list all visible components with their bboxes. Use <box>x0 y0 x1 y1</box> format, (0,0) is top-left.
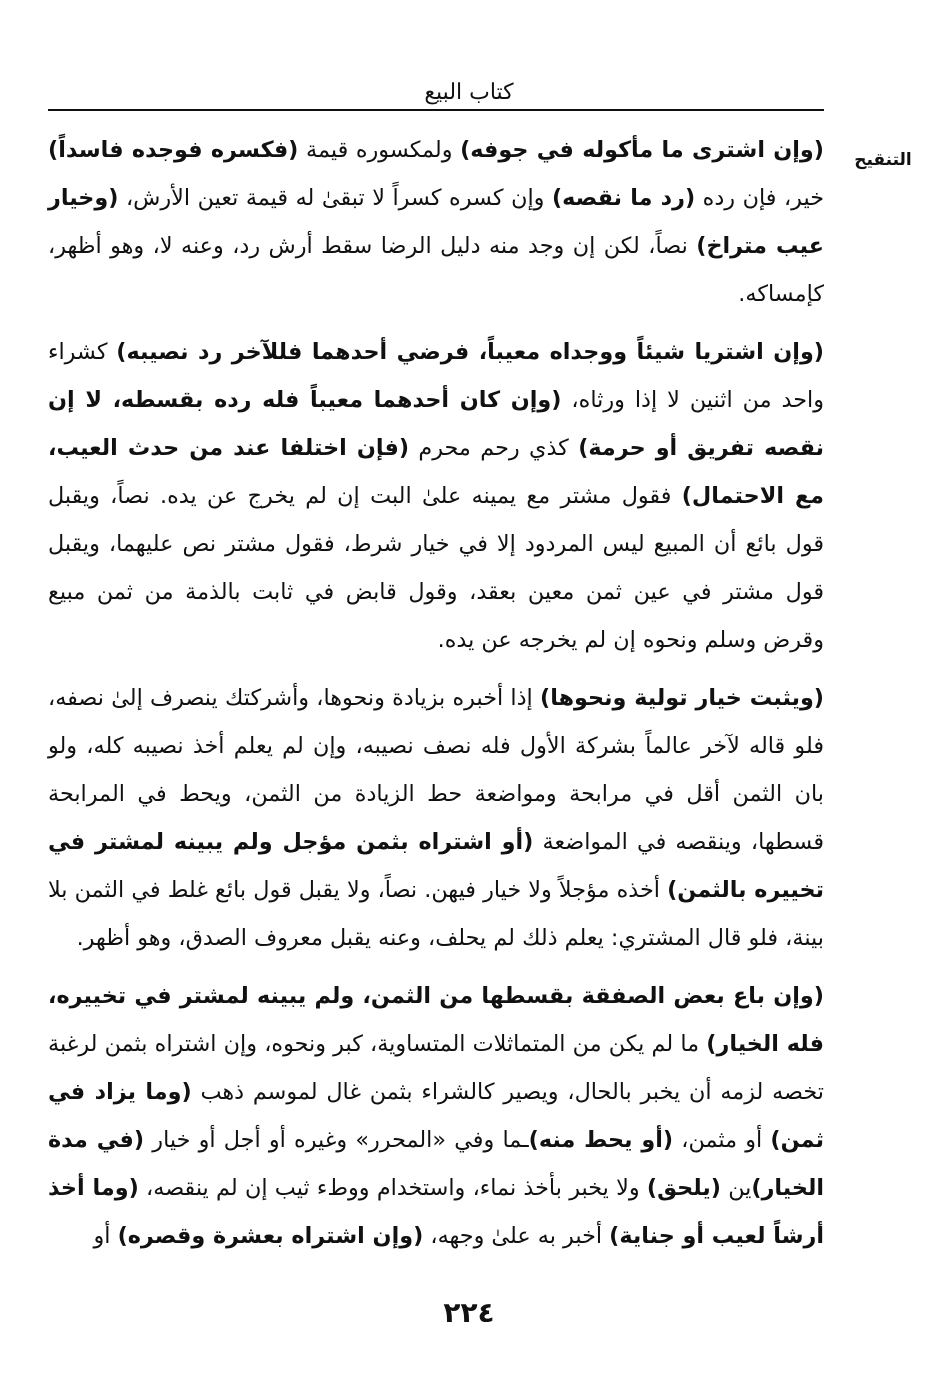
paragraph <box>48 126 824 318</box>
commentary-text: وإن كسره كسراً لا تبقىٰ له قيمة تعين الأرش، <box>118 185 552 211</box>
matn-quote: (رد ما نقصه) <box>551 185 696 211</box>
matn-quote: (وما يزاد في ثمن) <box>48 1079 824 1153</box>
matn-quote: (فإن اختلفا عند من حدث العيب، مع الاحتمال) <box>48 435 824 509</box>
matn-quote: (أو اشتراه بثمن مؤجل ولم يبينه لمشتر في تخييره بالثمن) <box>48 829 824 903</box>
matn-quote: (وإن باع بعض الصفقة بقسطها من الثمن، ولم يبينه لمشتر في تخييره، فله الخيار) <box>48 983 824 1057</box>
commentary-text: ين <box>720 1175 752 1201</box>
matn-quote: (وإن اشتراه بعشرة وقصره) <box>117 1223 424 1249</box>
commentary-text: كذي رحم محرم <box>409 435 579 461</box>
matn-quote: (في مدة الخيار) <box>48 1127 824 1201</box>
main-text <box>48 126 824 1270</box>
commentary-text: ـما وفي «المحرر» وغيره أو أجل أو خيار <box>144 1127 529 1153</box>
page-number: ٢٢٤ <box>443 1296 495 1329</box>
header-rule <box>48 109 824 111</box>
matn-quote: (أو يحط منه) <box>528 1127 674 1153</box>
margin-note: التنقيح <box>854 150 912 170</box>
paragraph <box>48 328 824 664</box>
matn-quote: (وإن اشتريا شيئاً ووجداه معيباً، فرضي أحدهما فللآخر رد نصيبه) <box>116 339 825 365</box>
commentary-text: كشراء واحد من اثنين لا إذا ورثاه، <box>48 339 824 413</box>
commentary-text: ما لم يكن من المتماثلات المتساوية، كبر ونحوه، وإن اشتراه بثمن لرغبة تخصه لزمه أن يخبر بالحال، ويصير كالشراء بثمن غال لموسم ذهب <box>48 1031 824 1105</box>
matn-quote: (ويثبت خيار تولية ونحوها) <box>540 685 825 711</box>
commentary-text: أخذه مؤجلاً ولا خيار فيهن. نصاً، ولا يقبل قول بائع غلط في الثمن بلا بينة، فلو قال المشتري: يعلم ذلك لم يحلف، وعنه يقبل معروف الصدق، وهو أظهر. <box>48 877 824 951</box>
matn-quote: (وإن كان أحدهما معيباً فله رده بقسطه، لا إن نقصه تفريق أو حرمة) <box>48 387 824 461</box>
commentary-text: أو مثمن، <box>673 1127 771 1153</box>
commentary-text: فقول مشتر مع يمينه علىٰ البت إن لم يخرج عن يده. نصاً، ويقبل قول بائع أن المبيع ليس المردود إلا في خيار شرط، فقول مشتر نص عليهما، ويقبل قول مشتر في عين ثمن معين بعقد، وقول قابض في ثابت بالذمة من ثمن مبيع وقرض وسلم ونحوه إن لم يخرجه عن يده. <box>48 483 824 653</box>
matn-quote: (وخيار عيب متراخ) <box>48 185 824 259</box>
commentary-text: أو <box>93 1223 118 1249</box>
matn-quote: (فكسره فوجده فاسداً) <box>48 137 299 163</box>
commentary-text: إذا أخبره بزيادة ونحوها، وأشركتك ينصرف إلىٰ نصفه، فلو قاله لآخر عالماً بشركة الأول فله نصف نصيبه، وإن لم يعلم أخذ نصيبه كله، ولو بان الثمن أقل في مرابحة ومواضعة حط الزيادة من الثمن، ويحط في المرابحة قسطها، وينقصه في المواضعة <box>48 685 824 855</box>
matn-quote: (وإن اشترى ما مأكوله في جوفه) <box>460 137 824 163</box>
commentary-text: خير، فإن رده <box>695 185 824 211</box>
paragraph <box>48 972 824 1260</box>
running-head: كتاب البيع <box>424 80 514 105</box>
paragraph <box>48 674 824 962</box>
commentary-text: أخبر به علىٰ وجهه، <box>423 1223 610 1249</box>
matn-quote: (يلحق) <box>646 1175 721 1201</box>
commentary-text: ولمكسوره قيمة <box>298 137 461 163</box>
commentary-text: نصاً، لكن إن وجد منه دليل الرضا سقط أرش رد، وعنه لا، وهو أظهر، كإمساكه. <box>48 233 824 307</box>
commentary-text: ولا يخبر بأخذ نماء، واستخدام ووطء ثيب إن لم ينقصه، <box>138 1175 647 1201</box>
matn-quote: (وما أخذ أرشاً لعيب أو جناية) <box>48 1175 824 1249</box>
